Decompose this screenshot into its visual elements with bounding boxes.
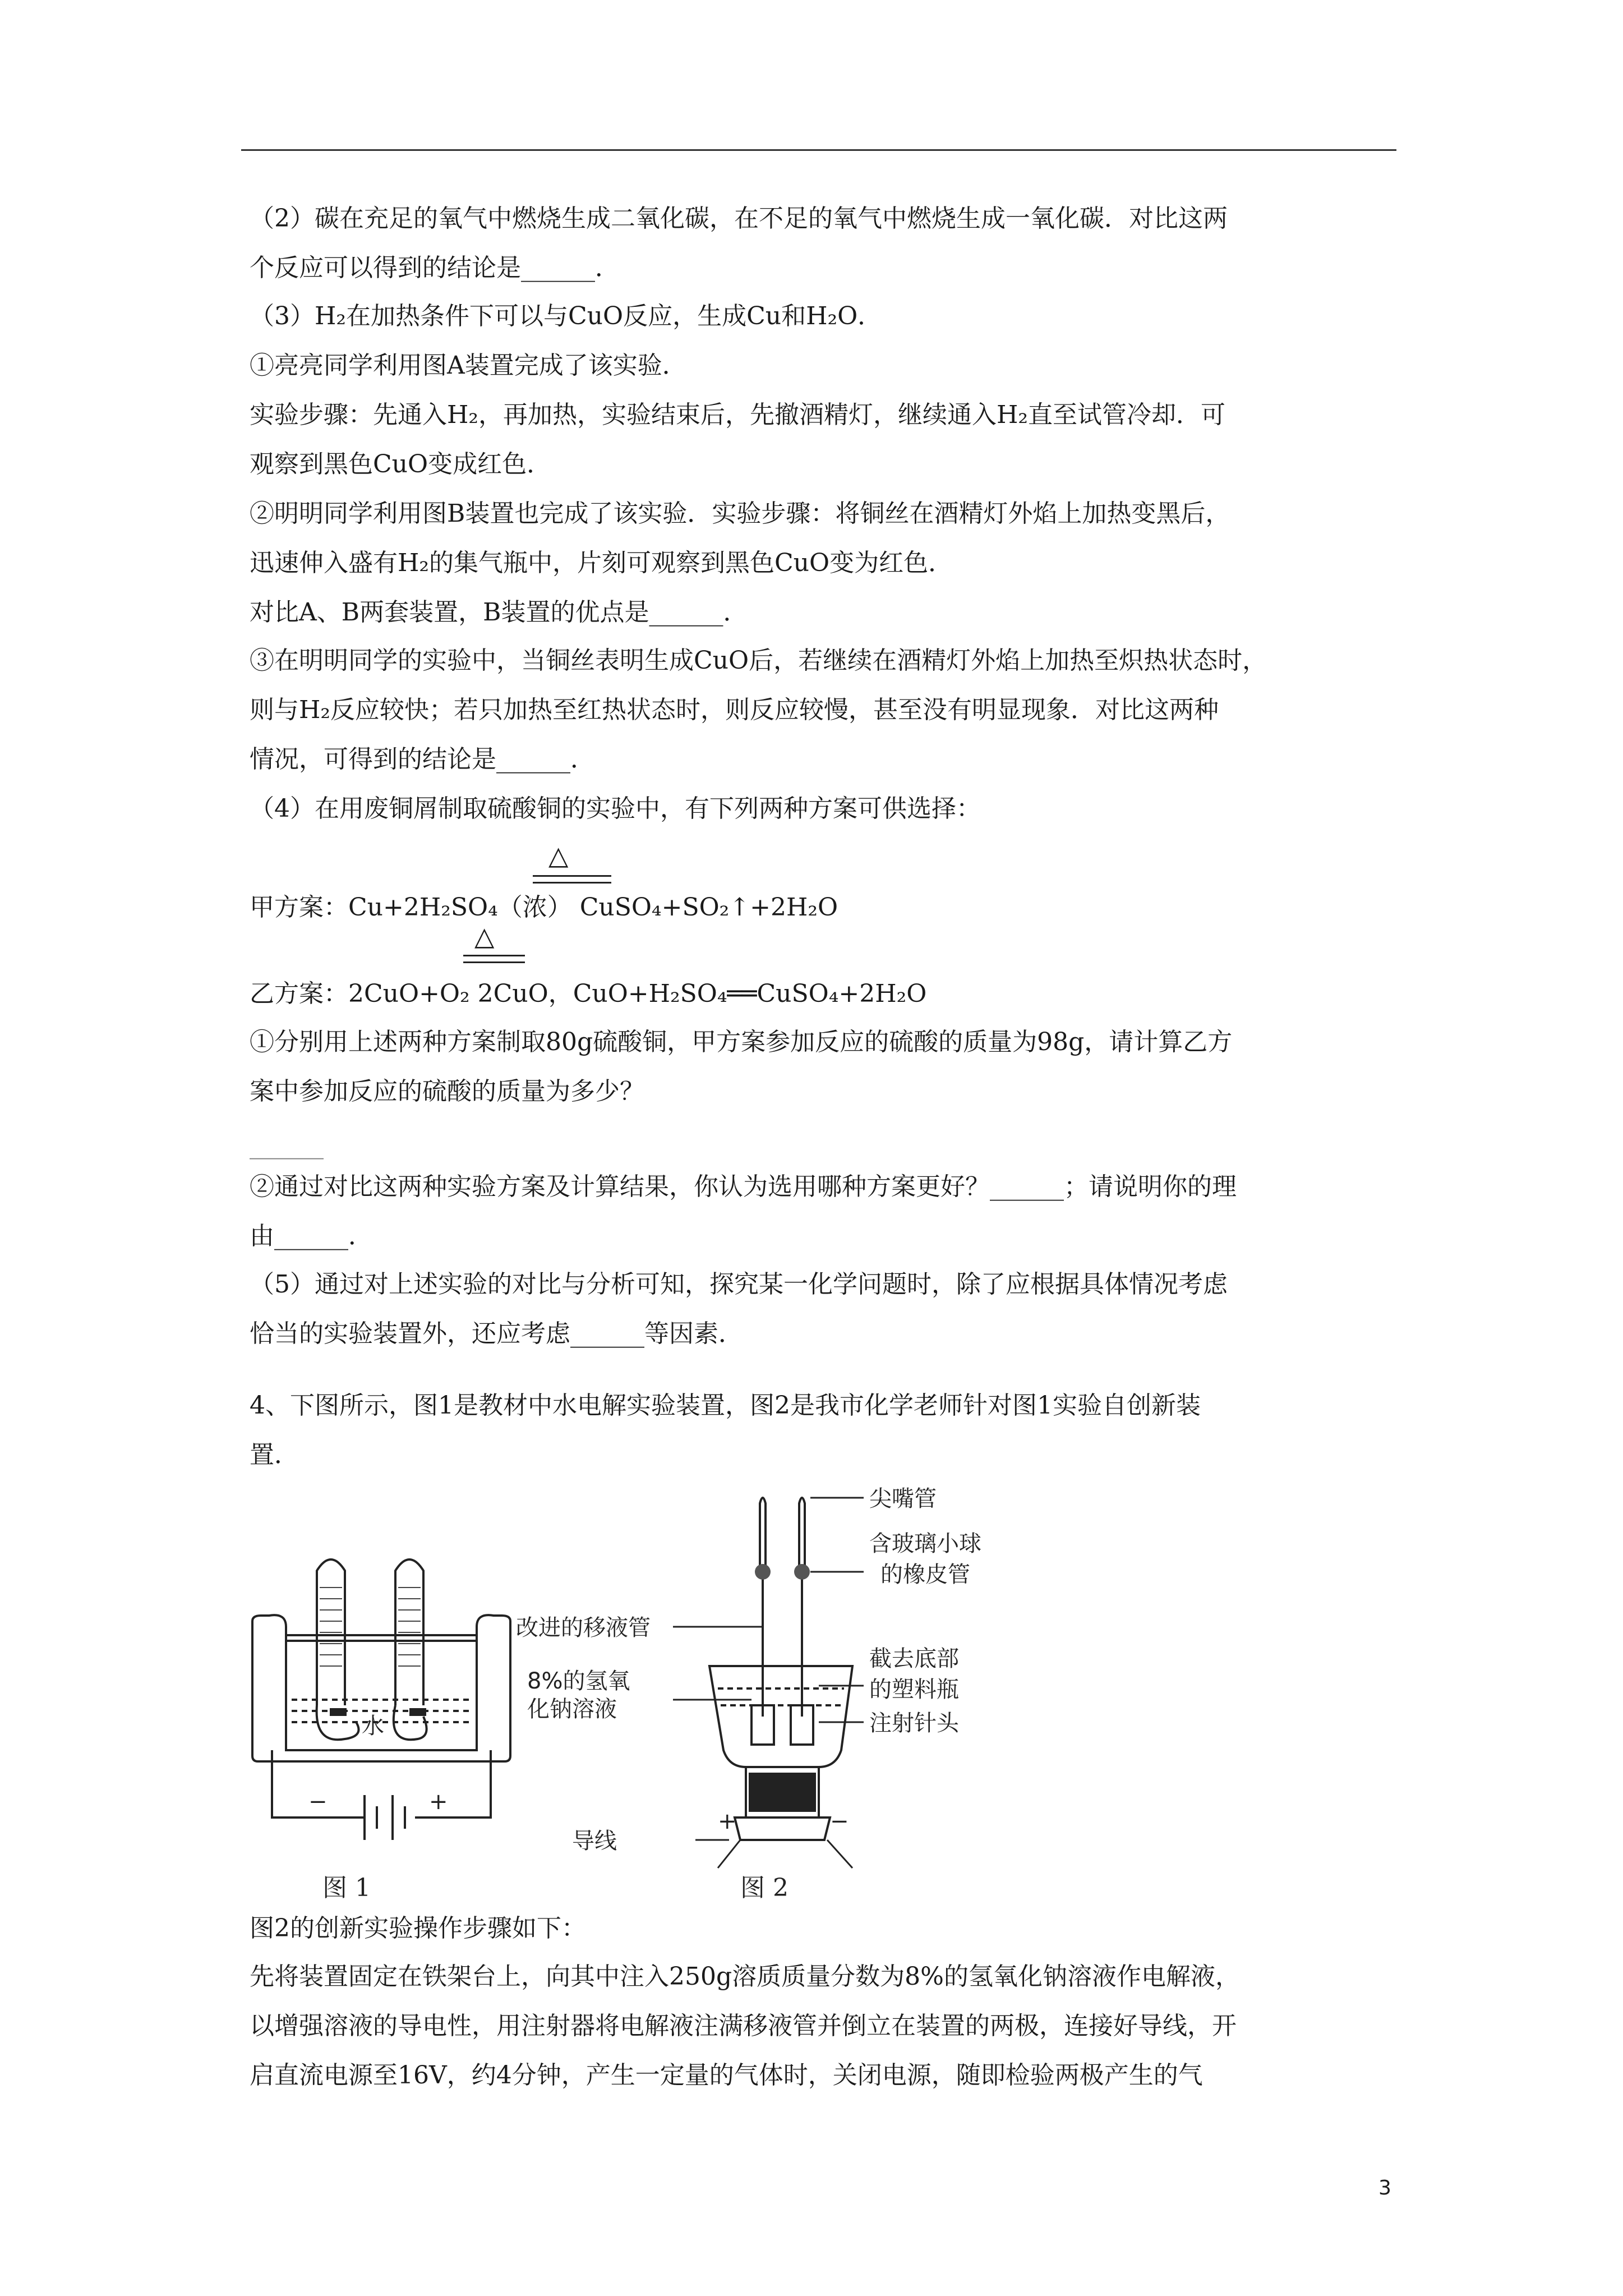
text-line: （3）H₂在加热条件下可以与CuO反应，生成Cu和H₂O． [250, 302, 883, 330]
figure-2-caption: 图 2 [740, 1874, 789, 1902]
glass-bead-icon [794, 1564, 810, 1580]
text-line: （2）碳在充足的氧气中燃烧生成二氧化碳，在不足的氧气中燃烧生成一氧化碳．对比这两 [250, 204, 1228, 233]
solution-label: 化钠溶液 [527, 1696, 617, 1722]
pipette-label: 改进的移液管 [516, 1615, 651, 1641]
plus-sign: + [718, 1809, 737, 1834]
text-line: ①亮亮同学利用图A装置完成了该实验． [250, 351, 687, 380]
text-line: ①分别用上述两种方案制取80g硫酸铜，甲方案参加反应的硫酸的质量为98g，请计算乙方 [250, 1028, 1233, 1056]
wire-label: 导线 [572, 1828, 617, 1854]
figure-1-electrolysis-apparatus [247, 1515, 516, 1902]
text-line: 则与H₂反应较快；若只加热至红热状态时，则反应较慢，甚至没有明显现象．对比这两种 [250, 696, 1219, 724]
figure-2-innovative-apparatus [505, 1481, 1054, 1907]
text-line: 4、下图所示，图1是教材中水电解实验装置，图2是我市化学老师针对图1实验自创新装 [250, 1391, 1201, 1420]
text-line: 乙方案：2CuO+O₂ 2CuO，CuO+H₂SO₄══CuSO₄+2H₂O [250, 979, 927, 1008]
needle-label: 注射针头 [869, 1710, 959, 1736]
answer-blank: ______ [250, 1131, 324, 1159]
solution-label: 8%的氢氧 [527, 1668, 630, 1694]
text-line: 由______． [250, 1222, 373, 1250]
electrode-icon [409, 1708, 426, 1716]
text-line: ③在明明同学的实验中，当铜丝表明生成CuO后，若继续在酒精灯外焰上加热至炽热状态时， [250, 646, 1267, 675]
rubber-tube-label: 的橡皮管 [880, 1562, 970, 1588]
glass-bead-icon [755, 1564, 771, 1580]
text-line: （5）通过对上述实验的对比与分析可知，探究某一化学问题时，除了应根据具体情况考虑 [250, 1270, 1228, 1299]
text-line: 实验步骤：先通入H₂，再加热，实验结束后，先撤酒精灯，继续通入H₂直至试管冷却．可 [250, 401, 1226, 429]
text-line: 情况，可得到的结论是______． [250, 745, 595, 774]
equation-bar [463, 955, 525, 956]
tip-tube-label: 尖嘴管 [869, 1486, 937, 1512]
text-line: 恰当的实验装置外，还应考虑______等因素． [250, 1319, 743, 1348]
stopper-icon [749, 1773, 816, 1812]
equation-bar [533, 882, 611, 884]
text-line: 案中参加反应的硫酸的质量为多少？ [250, 1077, 644, 1106]
bottle-label: 的塑料瓶 [869, 1677, 959, 1703]
text-line: 迅速伸入盛有H₂的集气瓶中，片刻可观察到黑色CuO变为红色． [250, 549, 953, 577]
equation-bar [533, 875, 611, 877]
text-line: 甲方案：Cu+2H₂SO₄（浓） CuSO₄+SO₂↑+2H₂O [250, 893, 838, 922]
minus-sign: − [830, 1809, 849, 1834]
water-label: 水 [362, 1713, 384, 1739]
text-line: ②通过对比这两种实验方案及计算结果，你认为选用哪种方案更好？______；请说明你的理 [250, 1172, 1237, 1201]
text-line: 图2的创新实验操作步骤如下： [250, 1914, 586, 1943]
electrode-icon [330, 1708, 347, 1716]
text-line: 观察到黑色CuO变成红色． [250, 450, 552, 478]
equation-bar [463, 961, 525, 963]
plus-sign: + [429, 1789, 448, 1815]
heat-condition-symbol: △ [548, 840, 569, 871]
rubber-tube-label: 含玻璃小球 [869, 1531, 981, 1557]
page-number: 3 [1378, 2177, 1391, 2200]
figure-1-caption: 图 1 [322, 1874, 371, 1902]
text-line: 个反应可以得到的结论是______． [250, 254, 620, 282]
header-rule [241, 149, 1396, 151]
minus-sign: − [308, 1789, 328, 1815]
text-line: 对比A、B两套装置，B装置的优点是______． [250, 598, 748, 627]
text-line: （4）在用废铜屑制取硫酸铜的实验中，有下列两种方案可供选择： [250, 794, 981, 823]
text-line: 以增强溶液的导电性，用注射器将电解液注满移液管并倒立在装置的两极，连接好导线，开 [250, 2012, 1237, 2040]
bottle-label: 截去底部 [869, 1646, 959, 1672]
text-line: 先将装置固定在铁架台上，向其中注入250g溶质质量分数为8%的氢氧化钠溶液作电解液， [250, 1962, 1240, 1991]
text-line: ②明明同学利用图B装置也完成了该实验．实验步骤：将铜丝在酒精灯外焰上加热变黑后， [250, 499, 1230, 528]
text-line: 启直流电源至16V，约4分钟，产生一定量的气体时，关闭电源，随即检验两极产生的气 [250, 2061, 1203, 2090]
text-line: 置． [250, 1441, 299, 1469]
heat-condition-symbol: △ [474, 921, 495, 951]
